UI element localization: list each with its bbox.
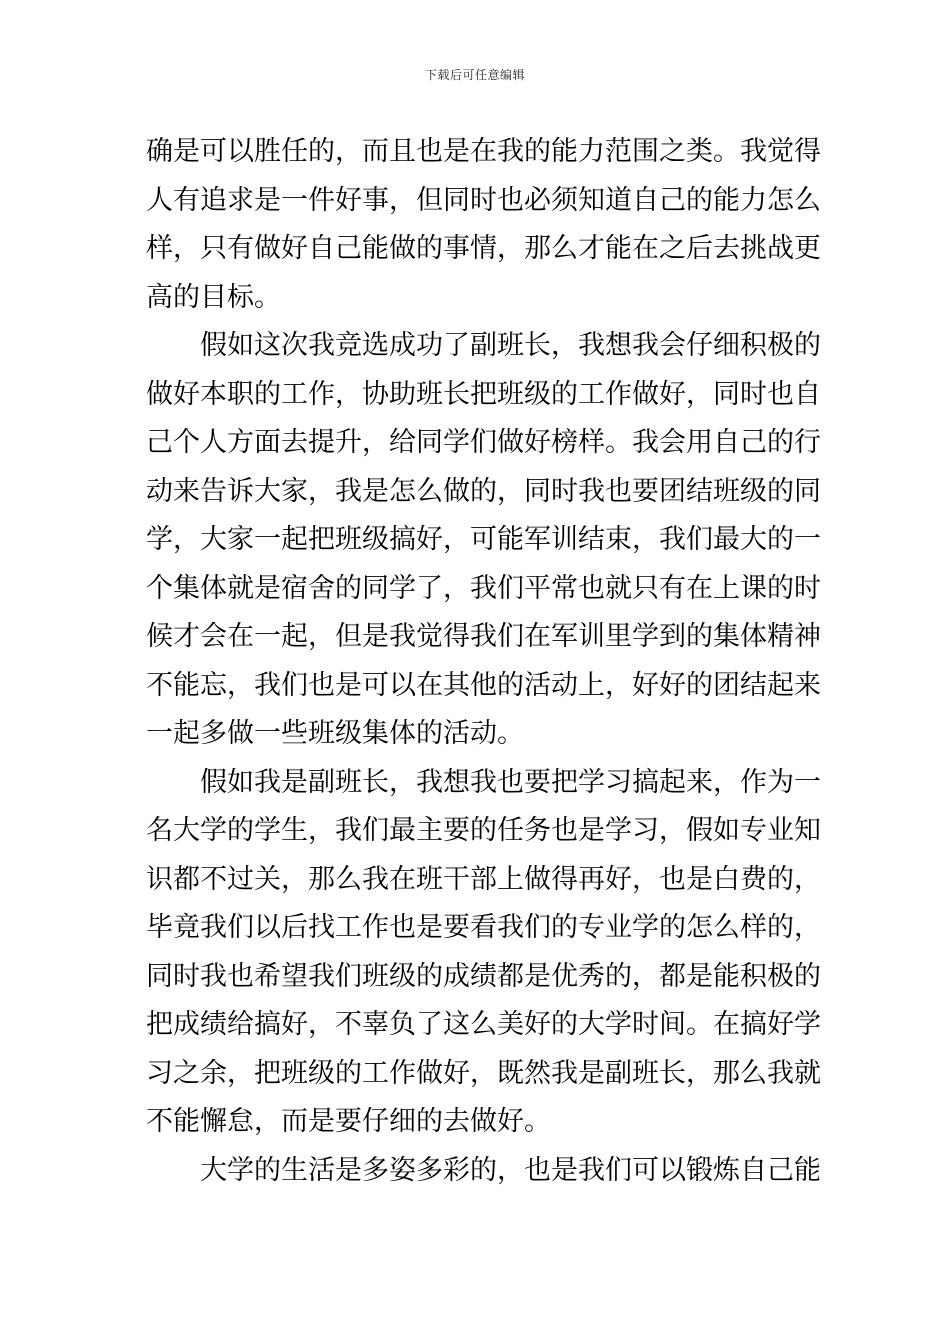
text-line: 一起多做一些班级集体的活动。	[146, 718, 524, 749]
text-line: 确是可以胜任的，而且也是在我的能力范围之类。我觉得	[146, 136, 821, 167]
text-line: 样，只有做好自己能做的事情，那么才能在之后去挑战更	[146, 233, 821, 264]
text-line: 个集体就是宿舍的同学了，我们平常也就只有在上课的时	[146, 572, 821, 604]
text-line: 假如这次我竞选成功了副班长，我想我会仔细积极的	[200, 330, 821, 361]
page-header: 下载后可任意编辑	[424, 68, 525, 82]
text-line: 己个人方面去提升，给同学们做好榜样。我会用自己的行	[146, 427, 821, 458]
text-line: 习之余，把班级的工作做好，既然我是副班长，那么我就	[146, 1057, 821, 1089]
paragraph	[146, 322, 821, 759]
text-line: 假如我是副班长，我想我也要把学习搞起来，作为一	[200, 766, 821, 798]
text-line: 识都不过关，那么我在班干部上做得再好，也是白费的，	[146, 863, 821, 895]
paragraph	[146, 759, 821, 1147]
text-line: 不能忘，我们也是可以在其他的活动上，好好的团结起来	[146, 669, 821, 701]
text-line: 把成绩给搞好，不辜负了这么美好的大学时间。在搞好学	[146, 1009, 821, 1040]
text-line: 候才会在一起，但是我觉得我们在军训里学到的集体精神	[146, 621, 821, 652]
text-line: 同时我也希望我们班级的成绩都是优秀的，都是能积极的	[146, 960, 821, 992]
paragraph	[146, 1147, 821, 1196]
paragraph	[146, 128, 821, 322]
text-line: 毕竟我们以后找工作也是要看我们的专业学的怎么样的，	[146, 912, 821, 943]
text-line: 大学的生活是多姿多彩的，也是我们可以锻炼自己能	[200, 1154, 821, 1186]
text-line: 做好本职的工作，协助班长把班级的工作做好，同时也自	[146, 378, 821, 410]
text-line: 不能懈怠，而是要仔细的去做好。	[146, 1106, 551, 1137]
text-line: 名大学的学生，我们最主要的任务也是学习，假如专业知	[146, 815, 821, 846]
text-line: 学，大家一起把班级搞好，可能军训结束，我们最大的一	[146, 524, 821, 555]
body-text	[146, 128, 821, 1195]
text-line: 高的目标。	[146, 281, 281, 313]
text-line: 动来告诉大家，我是怎么做的，同时我也要团结班级的同	[146, 475, 821, 507]
text-line: 人有追求是一件好事，但同时也必须知道自己的能力怎么	[146, 184, 821, 216]
